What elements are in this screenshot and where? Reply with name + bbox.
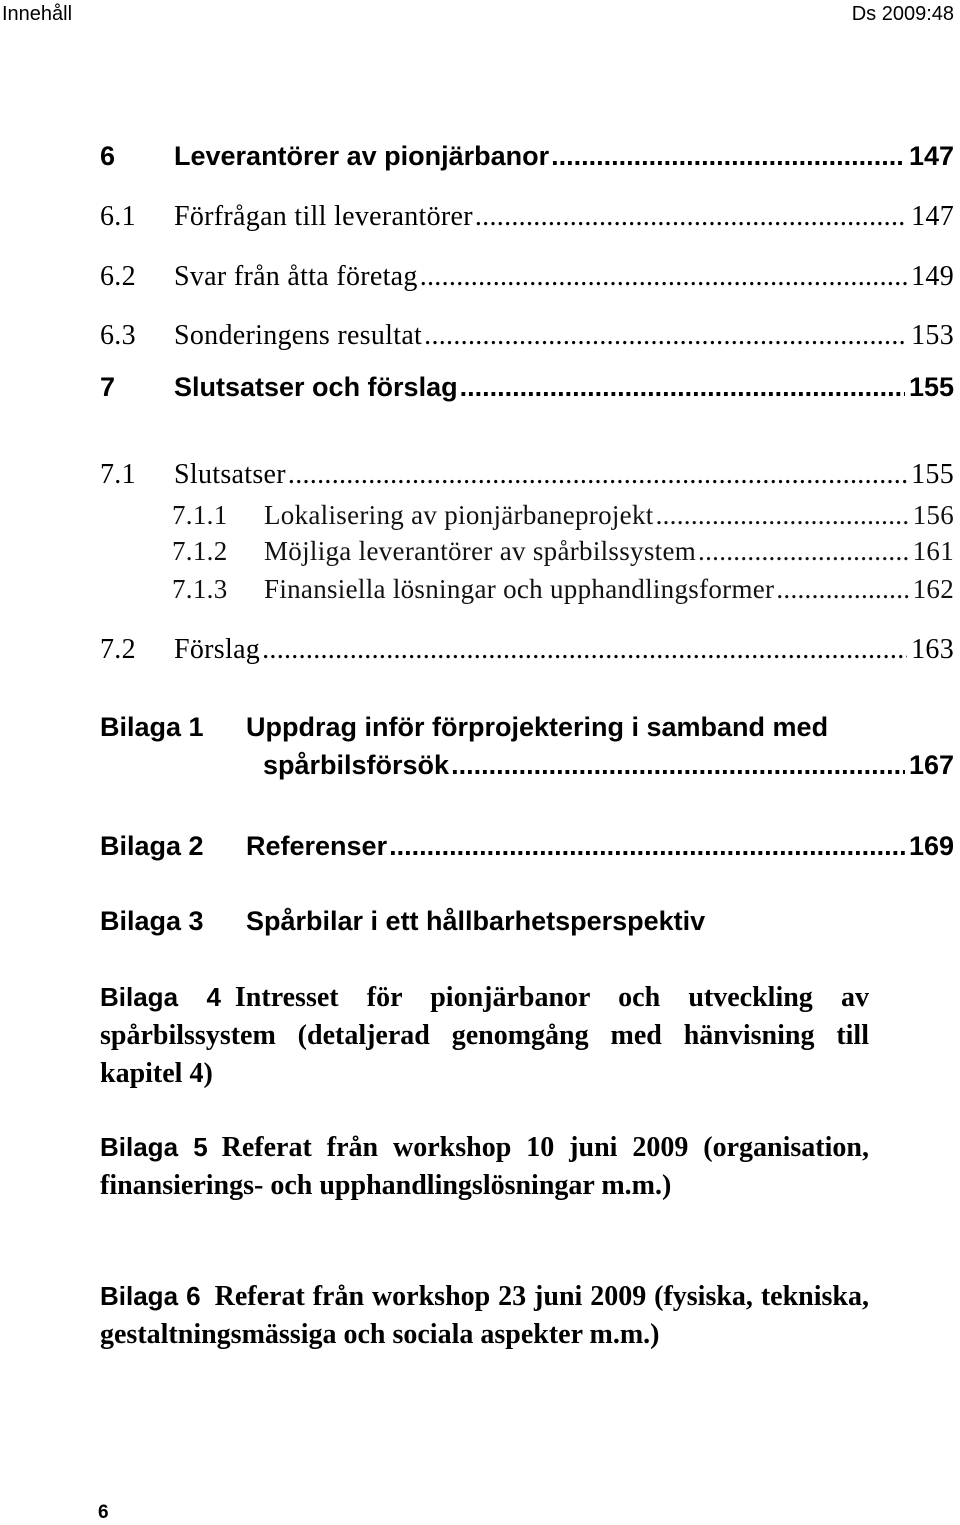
toc-chapter-7 — [100, 372, 954, 403]
appendix-label: Bilaga 6 — [100, 1281, 201, 1311]
appendix-title: Referenser — [246, 831, 388, 861]
dot-leader — [551, 141, 905, 172]
dot-leader — [451, 750, 905, 781]
toc-page: 155 — [911, 459, 954, 490]
toc-page: 153 — [911, 320, 954, 351]
appendix-label: Bilaga 3 — [100, 906, 204, 936]
toc-subsection-7-1-1 — [172, 500, 954, 531]
appendix-title-continued: spårbilsförsök — [263, 750, 450, 780]
toc-appendix-5 — [100, 1128, 869, 1205]
toc-page: 162 — [912, 574, 954, 604]
toc-section-7-2 — [100, 634, 954, 666]
dot-leader — [420, 261, 907, 293]
page-number: 6 — [98, 1502, 109, 1523]
dot-leader — [475, 201, 907, 233]
dot-leader — [288, 459, 907, 491]
dot-leader — [389, 831, 905, 862]
toc-appendix-6 — [100, 1277, 869, 1354]
appendix-text: Referat från workshop 10 juni 2009 (organisation, finansierings- och upphandlingslösningar m.m.) — [100, 1132, 869, 1201]
toc-title: Möjliga leverantörer av spårbilssystem — [264, 536, 697, 566]
toc-title: Förfrågan till leverantörer — [174, 201, 473, 232]
toc-appendix-2 — [100, 831, 954, 862]
toc-title: Svar från åtta företag — [174, 261, 418, 292]
toc-title: Leverantörer av pionjärbanor — [174, 141, 550, 171]
toc-number: 7 — [100, 372, 116, 402]
appendix-text: Intresset för pionjärbanor och utveckling av spårbilssystem (detaljerad genomgång med hänvisning till kapitel 4) — [100, 982, 869, 1089]
toc-subsection-7-1-3 — [172, 574, 954, 605]
toc-page: 155 — [908, 372, 954, 402]
dot-leader — [424, 320, 907, 352]
toc-appendix-1-line-2 — [263, 750, 954, 781]
toc-section-6-2 — [100, 261, 954, 293]
toc-number: 7.1 — [100, 459, 136, 490]
toc-number: 6.3 — [100, 320, 136, 351]
appendix-label: Bilaga 2 — [100, 831, 204, 861]
toc-page: 163 — [911, 634, 954, 665]
toc-subsection-7-1-2 — [172, 536, 954, 567]
toc-page: 161 — [912, 536, 954, 566]
appendix-title: Spårbilar i ett hållbarhetsperspektiv — [246, 906, 706, 936]
toc-title: Finansiella lösningar och upphandlingsformer — [264, 574, 775, 604]
toc-page: 147 — [911, 201, 954, 232]
dot-leader — [776, 574, 908, 605]
toc-page: 169 — [908, 831, 954, 861]
toc-number: 6 — [100, 141, 116, 171]
toc-page: 167 — [908, 750, 954, 780]
toc-appendix-1-line-1 — [100, 712, 954, 743]
toc-title: Förslag — [174, 634, 261, 665]
toc-number: 6.1 — [100, 201, 136, 232]
dot-leader — [460, 372, 905, 403]
toc-chapter-6 — [100, 141, 954, 172]
dot-leader — [698, 536, 909, 567]
toc-section-6-3 — [100, 320, 954, 352]
toc-page: 147 — [908, 141, 954, 171]
toc-title: Sonderingens resultat — [174, 320, 423, 351]
appendix-title: Uppdrag inför förprojektering i samband med — [246, 712, 829, 742]
toc-number: 7.1.2 — [172, 536, 228, 566]
toc-appendix-4 — [100, 978, 869, 1093]
toc-page: 156 — [912, 500, 954, 530]
appendix-label: Bilaga 4 — [100, 982, 221, 1012]
appendix-label: Bilaga 5 — [100, 1132, 208, 1162]
toc-title: Lokalisering av pionjärbaneprojekt — [264, 500, 654, 530]
toc-number: 6.2 — [100, 261, 136, 292]
appendix-text: Referat från workshop 23 juni 2009 (fysiska, tekniska, gestaltningsmässiga och sociala aspekter m.m.) — [100, 1281, 869, 1350]
toc-page: 149 — [911, 261, 954, 292]
running-header-section: Innehåll — [2, 3, 73, 25]
toc-number: 7.1.1 — [172, 500, 228, 530]
appendix-label: Bilaga 1 — [100, 712, 204, 742]
dot-leader — [262, 634, 907, 666]
dot-leader — [656, 500, 909, 531]
toc-section-7-1 — [100, 459, 954, 491]
toc-section-6-1 — [100, 201, 954, 233]
toc-title: Slutsatser och förslag — [174, 372, 458, 402]
running-header-document-id: Ds 2009:48 — [851, 3, 954, 25]
toc-number: 7.2 — [100, 634, 136, 665]
toc-title: Slutsatser — [174, 459, 286, 490]
toc-appendix-3 — [100, 906, 954, 937]
toc-number: 7.1.3 — [172, 574, 228, 604]
